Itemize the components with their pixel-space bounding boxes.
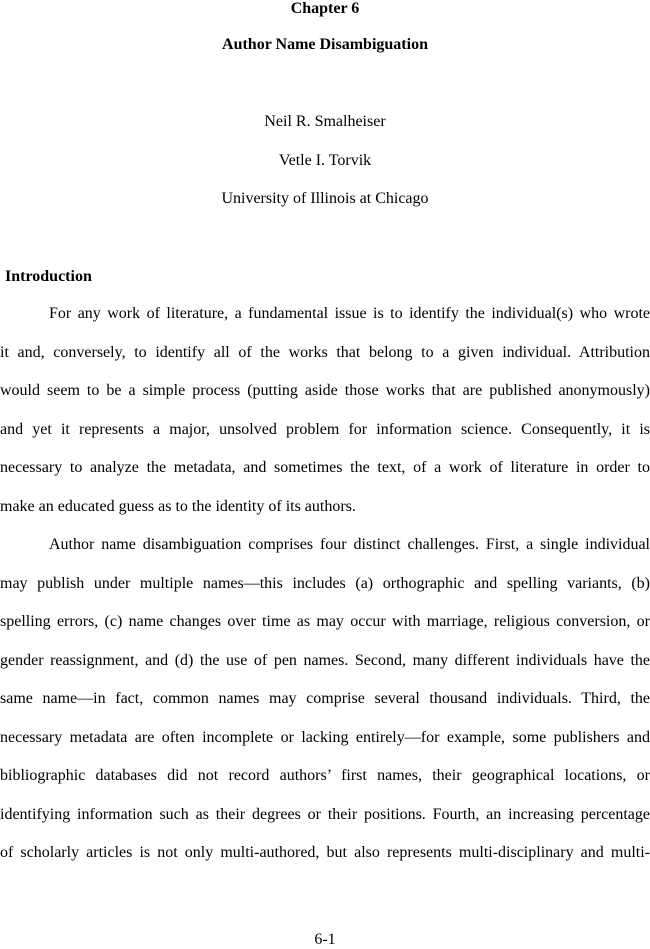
paragraph-line: bibliographic databases did not record authors’ first names, their geographical locations, or xyxy=(0,767,650,784)
chapter-title: Author Name Disambiguation xyxy=(222,36,428,53)
chapter-label: Chapter 6 xyxy=(290,0,360,17)
paragraph-line: and yet it represents a major, unsolved problem for information science. Consequently, it is xyxy=(0,420,650,438)
paragraph-line: necessary to analyze the metadata, and sometimes the text, of a work of literature in order to xyxy=(0,459,650,476)
paragraph-line: For any work of literature, a fundamental issue is to identify the individual(s) who wrote xyxy=(49,305,650,322)
section-heading: Introduction xyxy=(5,268,92,285)
paragraph-line: may publish under multiple names—this includes (a) orthographic and spelling variants, (b) xyxy=(0,574,650,592)
paragraph-line: identifying information such as their degrees or their positions. Fourth, an increasing percentage xyxy=(0,805,650,823)
paragraph-line: Author name disambiguation comprises four distinct challenges. First, a single individual xyxy=(49,536,650,553)
paragraph-line: would seem to be a simple process (putting aside those works that are published anonymously) xyxy=(0,382,650,399)
author-name: Neil R. Smalheiser xyxy=(264,113,386,130)
paragraph-line: it and, conversely, to identify all of the works that belong to a given individual. Attribution xyxy=(0,343,650,361)
body-text xyxy=(0,300,650,878)
author-name: Vetle I. Torvik xyxy=(278,152,372,169)
paragraph-line: make an educated guess as to the identity of its authors. xyxy=(0,497,356,515)
paragraph-line: necessary metadata are often incomplete or lacking entirely—for example, some publishers and xyxy=(0,728,650,746)
paragraph-line: of scholarly articles is not only multi-authored, but also represents multi-disciplinary and multi- xyxy=(0,844,650,861)
paragraph-line: same name—in fact, common names may comprise several thousand individuals. Third, the xyxy=(0,690,650,707)
affiliation: University of Illinois at Chicago xyxy=(221,190,429,207)
paragraph-line: gender reassignment, and (d) the use of pen names. Second, many different individuals have the xyxy=(0,651,650,669)
paragraph-line: spelling errors, (c) name changes over time as may occur with marriage, religious conversion, or xyxy=(0,613,650,630)
page-number: 6-1 xyxy=(314,931,336,948)
